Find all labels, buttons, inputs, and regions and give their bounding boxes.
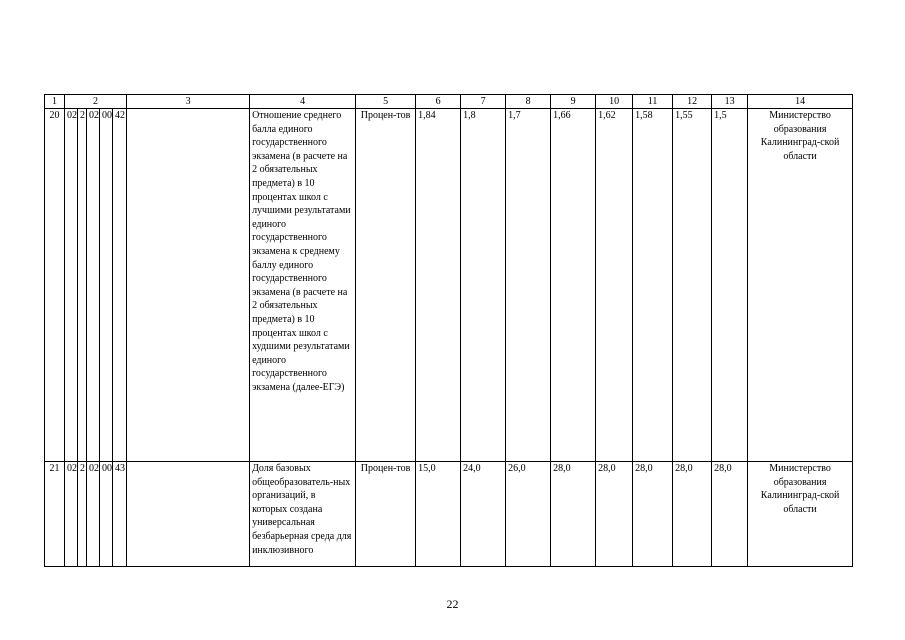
header-cell-col5: 5 [356, 95, 416, 109]
header-cell-col9: 9 [551, 95, 596, 109]
code-segment: 02 [87, 109, 100, 462]
table-row [45, 109, 853, 462]
value-cell: 1,5 [712, 109, 748, 462]
value-cell: 1,66 [551, 109, 596, 462]
row-number: 20 [45, 109, 65, 462]
row-number: 21 [45, 462, 65, 567]
value-cell: 28,0 [596, 462, 633, 567]
header-cell-col4: 4 [250, 95, 356, 109]
value-cell: 1,58 [633, 109, 673, 462]
unit-cell: Процен-тов [356, 462, 416, 567]
code-segment: 42 [113, 109, 127, 462]
header-cell-col13: 13 [712, 95, 748, 109]
indicator-description: Отношение среднего балла единого государственного экзамена (в расчете на 2 обязательных предмета) в 10 процентах школ с лучшими результатами единого государственного экзамена к среднему баллу единого государственного экзамена (в расчете на 2 обязательных предмета) в 10 процентах школ с худшими результатами единого государственного экзамена (далее-ЕГЭ) [250, 109, 356, 462]
header-cell-col11: 11 [633, 95, 673, 109]
header-cell-col8: 8 [506, 95, 551, 109]
header-cell-col12: 12 [673, 95, 712, 109]
value-cell: 28,0 [673, 462, 712, 567]
header-cell-col1: 1 [45, 95, 65, 109]
code-segment: 43 [113, 462, 127, 567]
code-segment: 2 [78, 462, 87, 567]
indicator-description: Доля базовых общеобразователь-ных организаций, в которых создана универсальная безбарьерная среда для инклюзивного [250, 462, 356, 567]
value-cell: 1,8 [461, 109, 506, 462]
header-cell-col14: 14 [748, 95, 853, 109]
header-cell-col3: 3 [127, 95, 250, 109]
value-cell: 15,0 [416, 462, 461, 567]
code-segment: 02 [65, 462, 78, 567]
code-segment: 2 [78, 109, 87, 462]
unit-cell: Процен-тов [356, 109, 416, 462]
value-cell: 24,0 [461, 462, 506, 567]
header-cell-col7: 7 [461, 95, 506, 109]
value-cell: 26,0 [506, 462, 551, 567]
value-cell: 28,0 [712, 462, 748, 567]
value-cell: 1,7 [506, 109, 551, 462]
col3-cell [127, 109, 250, 462]
col3-cell [127, 462, 250, 567]
code-segment: 00 [100, 462, 113, 567]
header-cell-col10: 10 [596, 95, 633, 109]
value-cell: 28,0 [633, 462, 673, 567]
indicators-table [44, 94, 853, 567]
column-number-row [45, 95, 853, 109]
value-cell: 1,62 [596, 109, 633, 462]
header-cell-col2: 2 [65, 95, 127, 109]
page-number: 22 [446, 597, 459, 611]
value-cell: 28,0 [551, 462, 596, 567]
code-segment: 02 [87, 462, 100, 567]
responsible-cell: Министерство образования Калининград-ской области [748, 109, 853, 462]
value-cell: 1,55 [673, 109, 712, 462]
responsible-cell: Министерство образования Калининград-ской области [748, 462, 853, 567]
code-segment: 00 [100, 109, 113, 462]
code-segment: 02 [65, 109, 78, 462]
header-cell-col6: 6 [416, 95, 461, 109]
value-cell: 1,84 [416, 109, 461, 462]
table-row [45, 462, 853, 567]
